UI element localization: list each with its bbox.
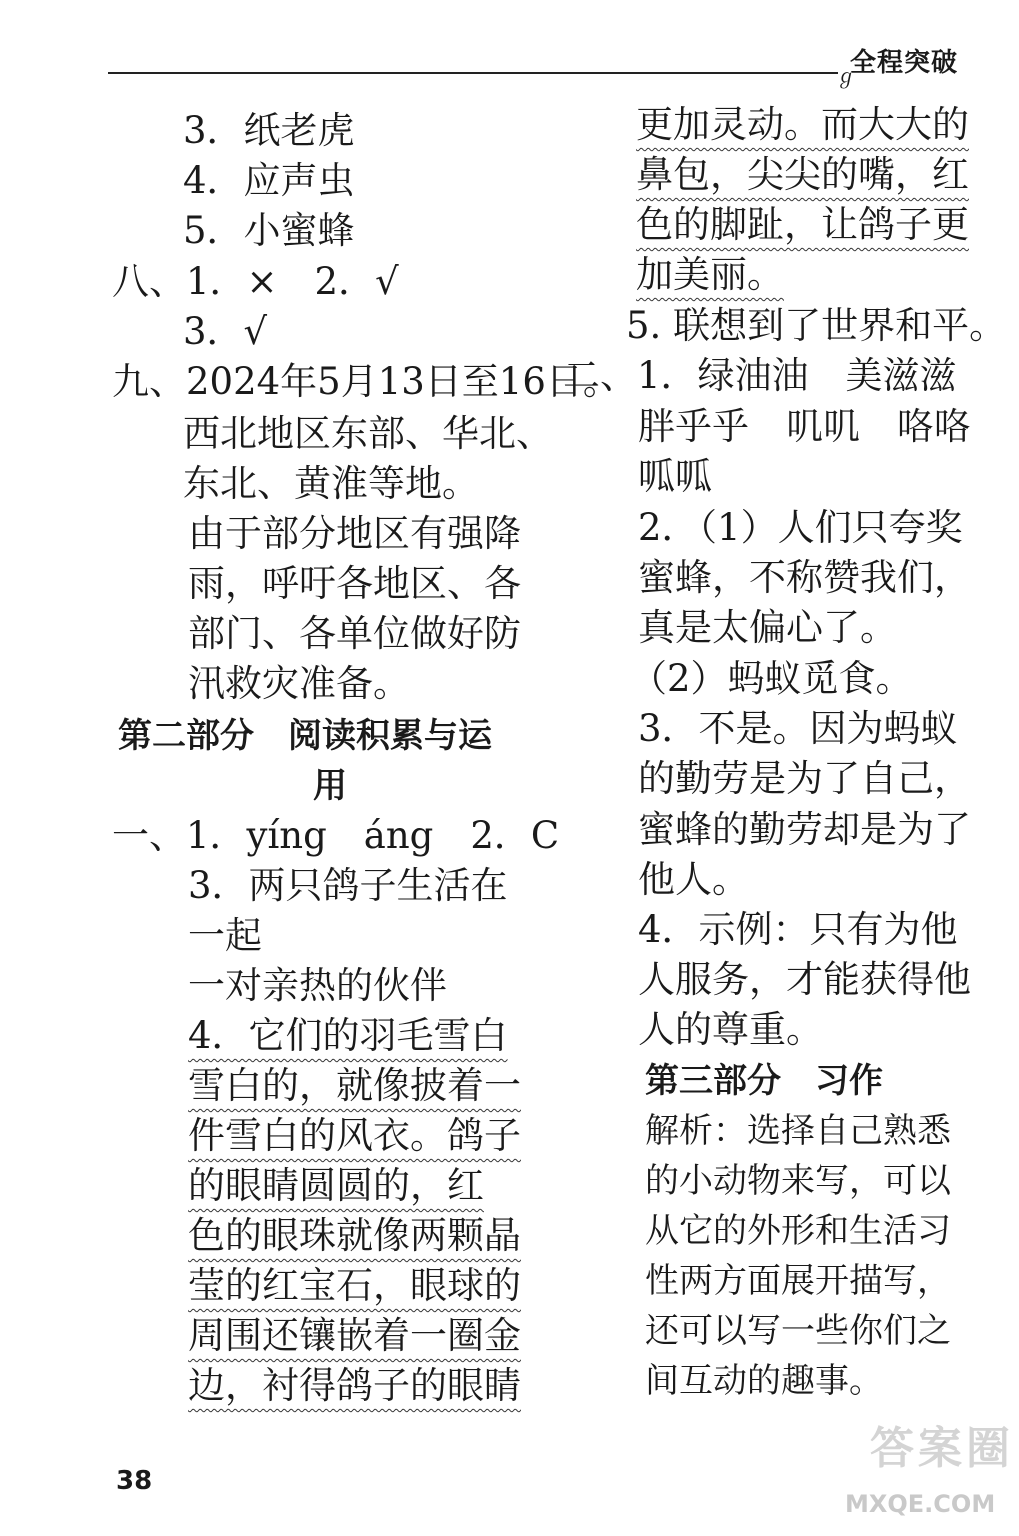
book-brand-title: 全程突破	[850, 48, 959, 78]
underlined-answer-line: 件雪白的风衣。鸽子	[188, 1114, 521, 1157]
answer-line: 一、1．yíng áng 2．C	[112, 814, 560, 857]
answer-line: 4．示例：只有为他	[638, 908, 958, 951]
answer-line: 3．不是。因为蚂蚁	[638, 707, 958, 750]
analysis-line: 从它的外形和生活习	[645, 1211, 951, 1251]
answer-line: 胖乎乎 叽叽 咯咯	[638, 405, 971, 448]
page-number: 38	[116, 1466, 153, 1496]
answer-line: 蜜蜂，不称赞我们，	[638, 556, 971, 599]
answer-line: 的勤劳是为了自己，	[638, 757, 971, 800]
answer-line: 3．√	[183, 310, 268, 353]
answer-line: 一对亲热的伙伴	[188, 964, 447, 1007]
answer-line: 蜜蜂的勤劳却是为了	[638, 808, 971, 851]
answer-line: 西北地区东部、华北、	[183, 412, 553, 455]
answer-line: 5．小蜜蜂	[183, 209, 355, 252]
underlined-answer-line: 色的眼珠就像两颗晶	[188, 1214, 521, 1257]
analysis-line: 间互动的趣事。	[645, 1361, 883, 1401]
answer-line: 九、2024年5月13日至16日。	[112, 360, 620, 403]
underlined-answer-line: 雪白的，就像披着一	[188, 1064, 521, 1107]
watermark-logo: 答案圈	[870, 1423, 1014, 1474]
watermark-url: MXQE.COM	[845, 1490, 996, 1518]
answer-line: 3．纸老虎	[183, 109, 355, 152]
analysis-line: 性两方面展开描写，	[645, 1261, 951, 1301]
answer-line: 3．两只鸽子生活在	[188, 864, 508, 907]
answer-line: 5. 联想到了世界和平。	[626, 304, 1007, 347]
answer-line: 人的尊重。	[638, 1008, 823, 1051]
answer-line: 人服务，才能获得他	[638, 958, 971, 1001]
analysis-line: 的小动物来写，可以	[645, 1161, 951, 1201]
answer-line: 由于部分地区有强降	[188, 512, 521, 555]
section-heading: 第二部分 阅读积累与运	[118, 716, 492, 756]
answer-line: 雨，呼吁各地区、各	[188, 562, 521, 605]
answer-line: （2）蚂蚁觅食。	[630, 657, 913, 700]
answer-line: 二、1．绿油油 美滋滋	[563, 354, 957, 397]
underlined-answer-line: 色的脚趾，让鸽子更	[636, 203, 969, 246]
underlined-answer-line: 莹的红宝石，眼球的	[188, 1264, 521, 1307]
answer-line: 呱呱	[638, 455, 712, 498]
answer-line: 4．应声虫	[183, 159, 355, 202]
section-heading-continued: 用	[313, 766, 347, 806]
answer-line: 2．（1）人们只夸奖	[638, 506, 963, 549]
answer-line: 部门、各单位做好防	[188, 612, 521, 655]
underlined-answer-line: 周围还镶嵌着一圈金	[188, 1314, 521, 1357]
underlined-answer-line: 更加灵动。而大大的	[636, 103, 969, 146]
analysis-line: 解析：选择自己熟悉	[645, 1111, 951, 1151]
analysis-line: 还可以写一些你们之	[645, 1311, 951, 1351]
underlined-answer-line: 4．它们的羽毛雪白	[188, 1014, 508, 1057]
answer-line: 东北、黄淮等地。	[183, 462, 479, 505]
answer-line: 真是太偏心了。	[638, 606, 897, 649]
underlined-answer-line: 鼻包，尖尖的嘴，红	[636, 153, 969, 196]
header-rule-tail: ℊ	[836, 64, 856, 88]
underlined-answer-line: 边，衬得鸽子的眼睛	[188, 1364, 521, 1407]
answer-line: 汛救灾准备。	[188, 662, 410, 705]
section-heading: 第三部分 习作	[645, 1061, 883, 1101]
underlined-answer-line: 的眼睛圆圆的，红	[188, 1164, 484, 1207]
answer-line: 八、1．× 2．√	[112, 260, 399, 303]
header-rule	[108, 72, 838, 74]
underlined-answer-line: 加美丽。	[636, 253, 784, 296]
answer-line: 一起	[188, 914, 262, 957]
answer-line: 他人。	[638, 858, 749, 901]
